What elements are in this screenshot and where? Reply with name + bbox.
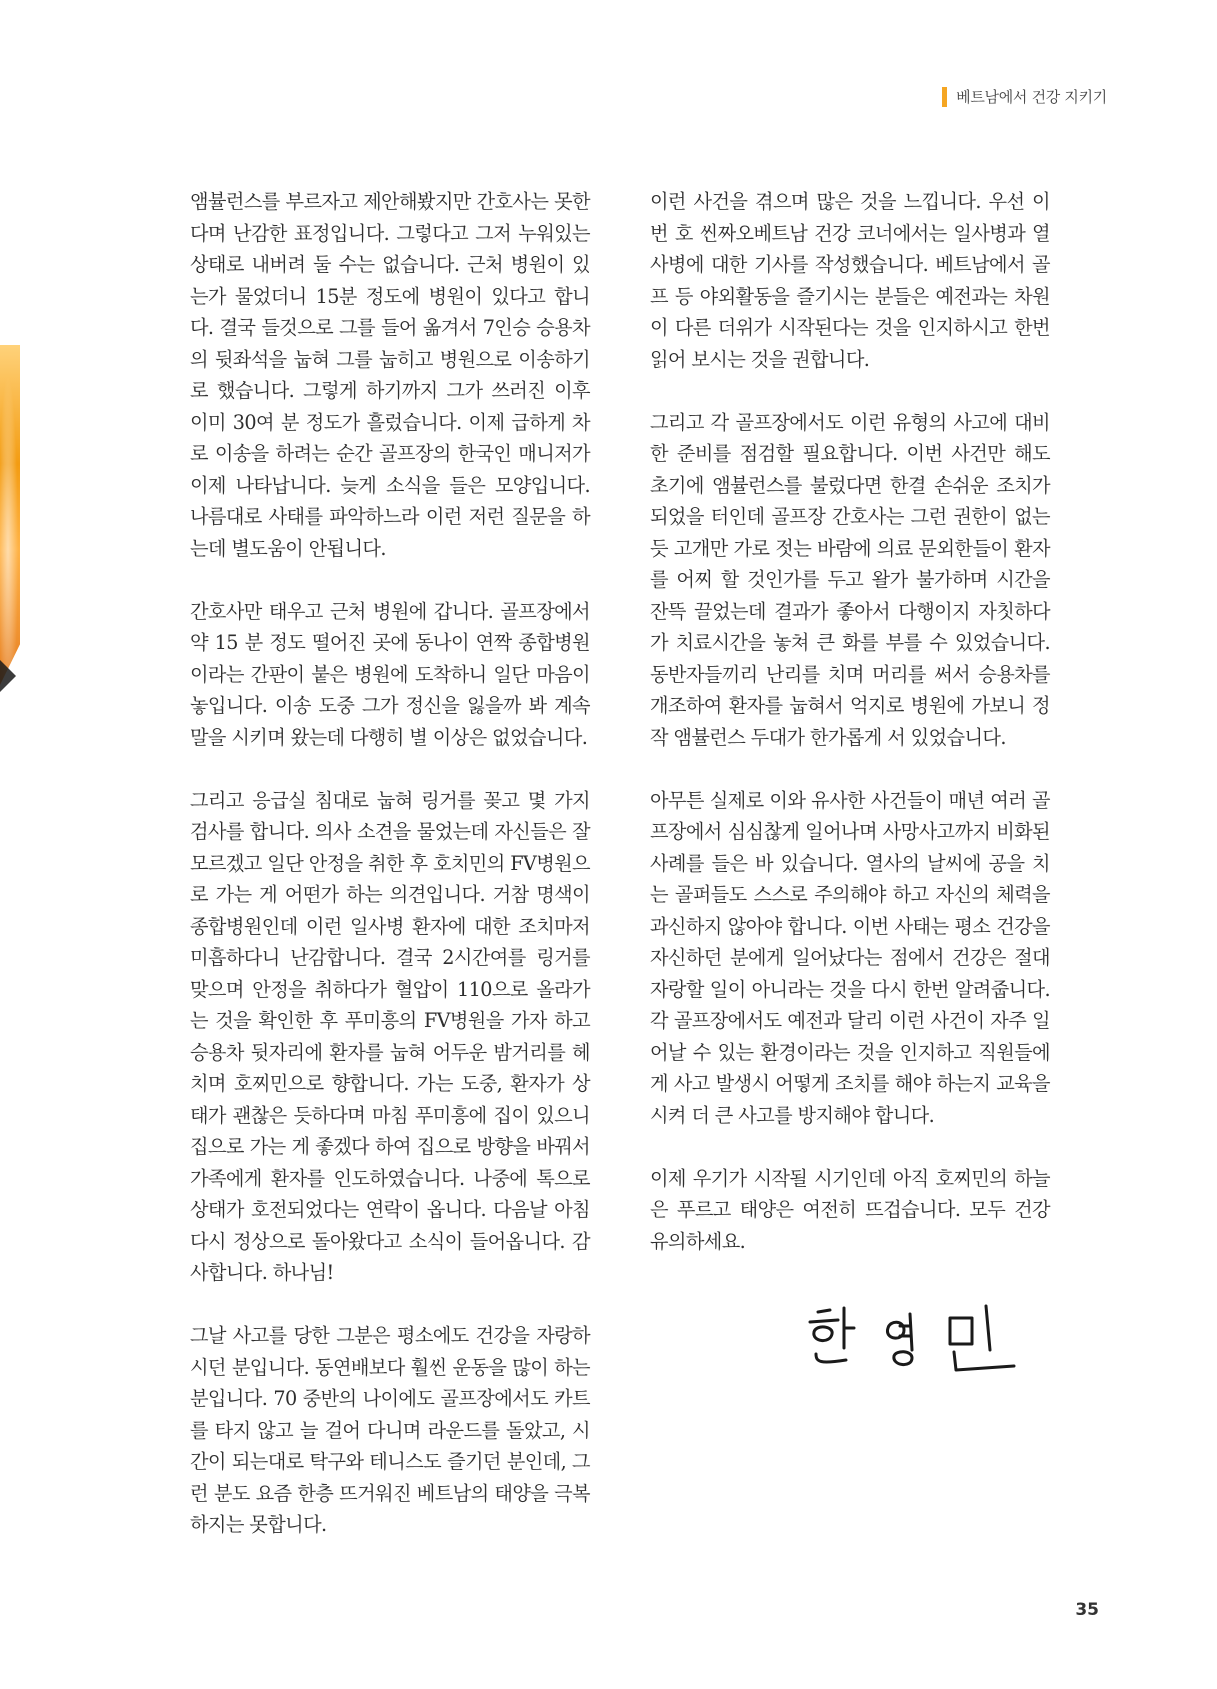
paragraph: 간호사만 태우고 근처 병원에 갑니다. 골프장에서 약 15 분 정도 떨어진 곳에 동나이 연짝 종합병원이라는 간판이 붙은 병원에 도착하니 일단 마음이 놓입니다. 이송 도중 그가 정신을 잃을까 봐 계속 말을 시키며 왔는데 다행히 별 이상은 없었습니다. [190, 599, 590, 749]
page-header [942, 86, 1107, 107]
paragraph: 그리고 각 골프장에서도 이런 유형의 사고에 대비한 준비를 점검할 필요합니다. 이번 사건만 해도 초기에 앰뷸런스를 불렀다면 한결 손쉬운 조치가 되었을 터인데 골프장 간호사는 그런 권한이 없는 듯 고개만 가로 젓는 바람에 의료 문외한들이 환자를 어찌 할 것인가를 두고 왈가 불가하며 시간을 잔뜩 끌었는데 결과가 좋아서 다행이지 자칫하다가 치료시간을 놓쳐 큰 화를 부를 수 있었습니다. 동반자들끼리 난리를 치며 머리를 써서 승용차를 개조하여 환자를 눕혀서 억지로 병원에 가보니 정작 앰뷸런스 두대가 한가롭게 서 있었습니다. [650, 410, 1050, 749]
right-column [650, 186, 1050, 1289]
header-accent-bar [942, 87, 947, 107]
paragraph: 이런 사건을 겪으며 많은 것을 느낍니다. 우선 이번 호 씬짜오베트남 건강 코너에서는 일사병과 열사병에 대한 기사를 작성했습니다. 베트남에서 골프 등 야외활동을 즐기시는 분들은 예전과는 차원이 다른 더위가 시작된다는 것을 인지하시고 한번 읽어 보시는 것을 권합니다. [650, 190, 1050, 371]
header-title: 베트남에서 건강 지키기 [956, 88, 1107, 106]
side-decoration [0, 345, 20, 685]
signature [800, 1300, 1050, 1380]
paragraph: 그리고 응급실 침대로 눕혀 링거를 꽂고 몇 가지 검사를 합니다. 의사 소견을 물었는데 자신들은 잘 모르겠고 일단 안정을 취한 후 호치민의 FV병원으로 가는 게 어떤가 하는 의견입니다. 거참 명색이 종합병원인데 이런 일사병 환자에 대한 조치마저 미흡하다니 난감합니다. 결국 2시간여를 링거를 맞으며 안정을 취하다가 혈압이 110으로 올라가는 것을 확인한 후 푸미흥의 FV병원을 가자 하고 승용차 뒷자리에 환자를 눕혀 어두운 밤거리를 헤치며 호찌민으로 향합니다. 가는 도중, 환자가 상태가 괜찮은 듯하다며 마침 푸미흥에 집이 있으니 집으로 가는 게 좋겠다 하여 집으로 방향을 바꿔서 가족에게 환자를 인도하였습니다. 나중에 톡으로 상태가 호전되었다는 연락이 옵니다. 다음날 아침 다시 정상으로 돌아왔다고 소식이 들어옵니다. 감사합니다. 하나님! [190, 788, 590, 1284]
side-notch-decoration [0, 660, 16, 692]
paragraph: 이제 우기가 시작될 시기인데 아직 호찌민의 하늘은 푸르고 태양은 여전히 뜨겁습니다. 모두 건강 유의하세요. [650, 1166, 1050, 1253]
paragraph: 그날 사고를 당한 그분은 평소에도 건강을 자랑하시던 분입니다. 동연배보다 훨씬 운동을 많이 하는 분입니다. 70 중반의 나이에도 골프장에서도 카트를 타지 않고 늘 걸어 다니며 라운드를 돌았고, 시간이 되는대로 탁구와 테니스도 즐기던 분인데, 그런 분도 요즘 한층 뜨거워진 베트남의 태양을 극복하지는 못합니다. [190, 1324, 590, 1536]
paragraph: 아무튼 실제로 이와 유사한 사건들이 매년 여러 골프장에서 심심찮게 일어나며 사망사고까지 비화된 사례를 들은 바 있습니다. 열사의 날씨에 공을 치는 골퍼들도 스스로 주의해야 하고 자신의 체력을 과신하지 않아야 합니다. 이번 사태는 평소 건강을 자신하던 분에게 일어났다는 점에서 건강은 절대 자랑할 일이 아니라는 것을 다시 한번 알려줍니다. 각 골프장에서도 예전과 달리 이런 사건이 자주 일어날 수 있는 환경이라는 것을 인지하고 직원들에게 사고 발생시 어떻게 조치를 해야 하는지 교육을 시켜 더 큰 사고를 방지해야 합니다. [650, 788, 1050, 1127]
paragraph: 앰뷸런스를 부르자고 제안해봤지만 간호사는 못한다며 난감한 표정입니다. 그렇다고 그저 누워있는 상태로 내버려 둘 수는 없습니다. 근처 병원이 있는가 물었더니 15분 정도에 병원이 있다고 합니다. 결국 들것으로 그를 들어 옮겨서 7인승 승용차의 뒷좌석을 눕혀 그를 눕히고 병원으로 이송하기로 했습니다. 그렇게 하기까지 그가 쓰러진 이후 이미 30여 분 정도가 흘렀습니다. 이제 급하게 차로 이송을 하려는 순간 골프장의 한국인 매니저가 이제 나타납니다. 늦게 소식을 들은 모양입니다. 나름대로 사태를 파악하느라 이런 저런 질문을 하는데 별도움이 안됩니다. [190, 190, 590, 560]
signature-handwriting [800, 1300, 1050, 1380]
left-column [190, 186, 590, 1572]
page-number: 35 [1075, 1600, 1099, 1620]
